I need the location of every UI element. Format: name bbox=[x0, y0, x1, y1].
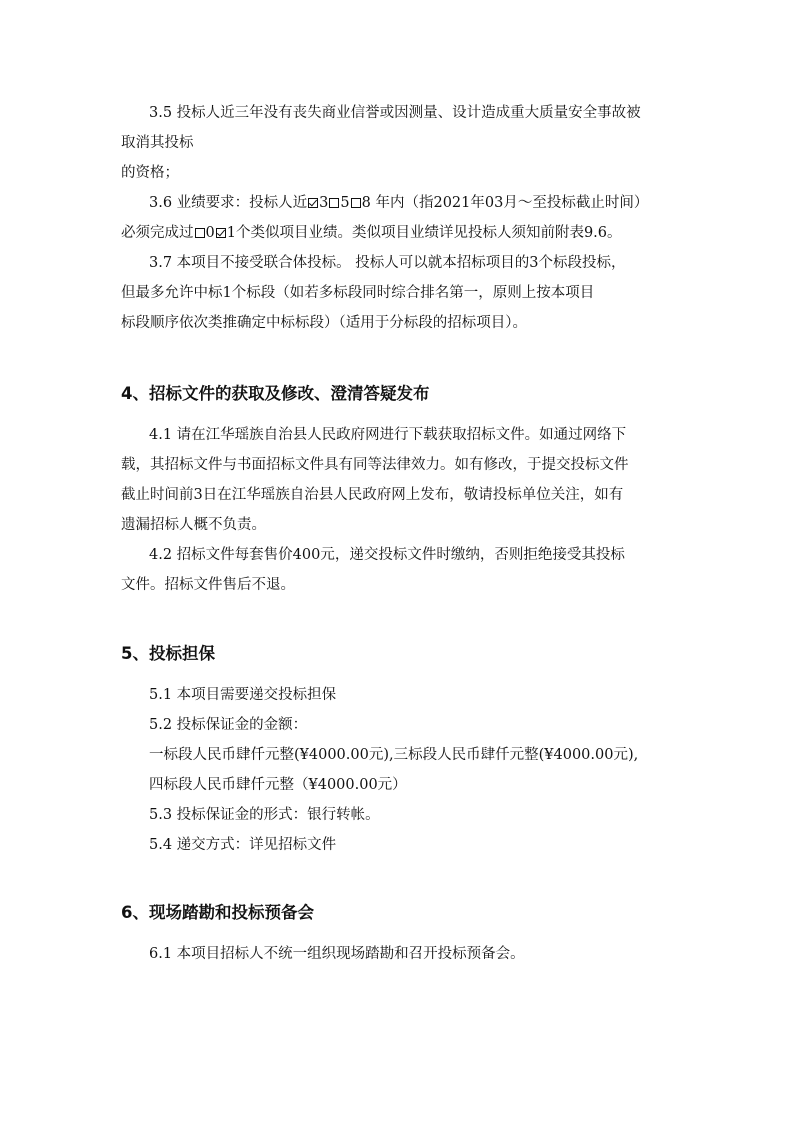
unchecked-box-icon bbox=[329, 198, 339, 208]
checked-box-icon bbox=[308, 198, 318, 208]
section-5-heading: 5、投标担保 bbox=[121, 644, 215, 663]
clause-3-5-line-3: 的资格； bbox=[121, 165, 179, 181]
clause-5-2-amounts-line-2: 四标段人民币肆仟元整（¥4000.00元） bbox=[149, 777, 407, 793]
clause-4-1-line-1: 4.1 请在江华瑶族自治县人民政府网进行下载获取招标文件。如通过网络下 bbox=[149, 427, 627, 443]
clause-4-2-line-1: 4.2 招标文件每套售价400元，递交投标文件时缴纳，否则拒绝接受其投标 bbox=[149, 547, 625, 563]
clause-4-1-line-3: 截止时间前3日在江华瑶族自治县人民政府网上发布，敬请投标单位关注，如有 bbox=[121, 487, 624, 503]
clause-4-2-line-2: 文件。招标文件售后不退。 bbox=[121, 577, 295, 593]
clause-3-6-b-tail: 1个类似项目业绩。类似项目业绩详见投标人须知前附表9.6。 bbox=[226, 225, 622, 241]
years-option-5: 5 bbox=[340, 195, 350, 211]
clause-3-6-line-2 bbox=[121, 223, 622, 243]
clause-5-2: 5.2 投标保证金的金额： bbox=[149, 717, 308, 733]
clause-5-3: 5.3 投标保证金的形式：银行转帐。 bbox=[149, 807, 380, 823]
years-option-8-tail: 8 年内（指2021年03月～至投标截止时间） bbox=[361, 195, 649, 211]
section-4-heading: 4、招标文件的获取及修改、澄清答疑发布 bbox=[121, 384, 430, 403]
clause-5-4: 5.4 递交方式：详见招标文件 bbox=[149, 837, 337, 853]
clause-3-7-line-2: 但最多允许中标1个标段（如若多标段同时综合排名第一，原则上按本项目 bbox=[121, 285, 595, 301]
checked-box-icon bbox=[216, 228, 226, 238]
clause-3-6-prefix: 3.6 业绩要求：投标人近 bbox=[149, 195, 308, 211]
clause-5-1: 5.1 本项目需要递交投标担保 bbox=[149, 687, 337, 703]
clause-3-7-line-3: 标段顺序依次类推确定中标标段）（适用于分标段的招标项目）。 bbox=[121, 315, 527, 331]
clause-6-1: 6.1 本项目招标人不统一组织现场踏勘和召开投标预备会。 bbox=[149, 946, 525, 962]
clause-3-5-line-2: 取消其投标 bbox=[121, 135, 194, 151]
unchecked-box-icon bbox=[351, 198, 361, 208]
clause-3-6-b-prefix: 必须完成过 bbox=[121, 225, 194, 241]
clause-4-1-line-4: 遗漏招标人概不负责。 bbox=[121, 517, 266, 533]
clause-5-2-amounts-line-1: 一标段人民币肆仟元整(¥4000.00元),三标段人民币肆仟元整(¥4000.00元), bbox=[149, 747, 639, 763]
clause-3-6-line-1 bbox=[149, 193, 648, 213]
years-option-3: 3 bbox=[319, 195, 329, 211]
clause-3-7-line-1: 3.7 本项目不接受联合体投标。 投标人可以就本招标项目的3个标段投标， bbox=[149, 255, 626, 271]
section-6-heading: 6、现场踏勘和投标预备会 bbox=[121, 903, 314, 922]
projects-option-0: 0 bbox=[205, 225, 215, 241]
clause-4-1-line-2: 载，其招标文件与书面招标文件具有同等法律效力。如有修改，于提交投标文件 bbox=[121, 457, 629, 473]
unchecked-box-icon bbox=[195, 228, 205, 238]
clause-3-5-line-1: 3.5 投标人近三年没有丧失商业信誉或因测量、设计造成重大质量安全事故被 bbox=[149, 105, 641, 121]
